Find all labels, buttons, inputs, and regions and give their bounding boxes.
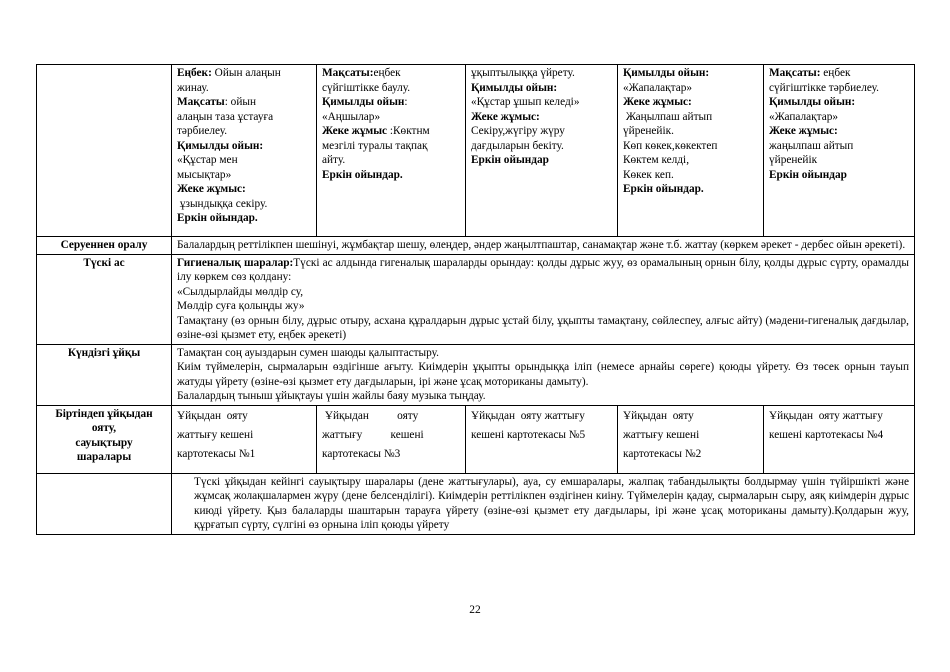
nap-text: [172, 344, 915, 405]
row-label-nap: Күндізгі ұйқы: [37, 344, 172, 405]
cell-line: [322, 95, 460, 110]
cell-line-bold: Қимылды ойын:: [471, 81, 558, 94]
cell-line: [471, 110, 612, 125]
cell-line: Ұйқыдан ояту: [177, 409, 248, 422]
lunch-text: [172, 254, 915, 344]
cell-line: [177, 66, 311, 81]
cell-line: [177, 211, 311, 226]
cell-line: [471, 95, 612, 110]
cell-line: Ұйқыдан ояту: [623, 409, 694, 422]
activity-cell-friday: [764, 65, 915, 237]
cell-line: [177, 95, 311, 110]
cell-line: картотекасы №2: [623, 447, 702, 460]
post-nap-text: Түскі ұйқыдан кейінгі сауықтыру шаралары (дене жаттығулары), ауа, су емшаралары, жалпақ табандылықты болдырмау үшін түйіршікті және жұмсақ жолақшалармен жүру (дене белсенділігі). Киімдерін реттілікпен өздігінен киіну. Түймелерін қадау, сырмаларын сыру, аяқ киімдерін дұрыс киюді үйрету. Қыз балаларды шаштарын тарауға үйрету (өзіне-өзі қызмет ету дағдылары, ірі және ұсақ моториканы дамыту).Қолдарын жуу, құрғатып сүрту, сүлгіні өз орнына іліп қоюды үйрету: [172, 473, 915, 534]
wake-up-cell-2: [317, 405, 466, 473]
cell-line-text: :Көктнм: [387, 125, 430, 137]
return-from-walk-text: Балалардың реттілікпен шешінуі, жұмбақтар шешу, өлеңдер, әндер жаңылтпаштар, санамақтар және т.б. жаттау (көркем әрекет - дербес ойын әрекеті).: [172, 237, 915, 255]
cell-line-text: тәрбиелеу.: [177, 125, 228, 137]
cell-line-bold: Еркін ойындар: [769, 168, 847, 181]
cell-line: сауықтыру: [75, 436, 133, 449]
cell-line-text: Көктем келді,: [623, 154, 690, 166]
cell-line: [177, 110, 311, 125]
cell-line-text: жаңылпаш айтып: [769, 139, 854, 152]
cell-line: [769, 139, 909, 154]
cell-line: [769, 124, 909, 139]
cell-line: Ұйқыдан ояту жаттығу: [769, 409, 883, 422]
cell-line-text: «Аңшылар»: [322, 110, 381, 123]
cell-line-text: сүйгіштікке тәрбиелеу.: [769, 81, 879, 94]
cell-line-text: «Жапалақтар»: [769, 110, 839, 123]
cell-line-text: жинау.: [177, 81, 209, 94]
cell-line: [623, 153, 758, 168]
activity-cell-wednesday: [466, 65, 618, 237]
cell-line-bold: Мақсаты:: [769, 67, 821, 79]
cell-line-text: айту.: [322, 154, 346, 166]
cell-line: [471, 66, 612, 81]
row-label-empty-2: [37, 473, 172, 534]
hygiene-heading: Гигиеналық шаралар:: [177, 256, 294, 269]
cell-line-bold: Қимылды ойын: [322, 96, 405, 108]
cell-line-bold: Қимылды ойын:: [177, 139, 264, 152]
eating-text: Тамақтану (өз орнын білу, дұрыс отыру, асхана құралдарын дұрыс ұстай білу, ұқыпты тамақтану, сөйлеспеу, алғыс айту) (мәдени-гигеналық дағдылар, өзіне-өзі қызмет ету, еңбек әрекеті): [177, 314, 909, 341]
daily-plan-table: [36, 64, 915, 535]
cell-line-text: ұзындыққа секіру.: [177, 197, 268, 210]
cell-line-text: :: [404, 96, 408, 108]
nap-row: [37, 344, 915, 405]
cell-line-bold: Жеке жұмыс:: [769, 125, 838, 137]
cell-line: [177, 153, 311, 168]
cell-line: [177, 124, 311, 139]
cell-line: [322, 110, 460, 125]
post-nap-row: [37, 473, 915, 534]
poem-line-1: «Сылдырлайды мөлдір су,: [177, 285, 304, 298]
cell-line: [322, 124, 460, 139]
activity-cell-thursday: [618, 65, 764, 237]
cell-line-bold: Еркін ойындар: [471, 154, 549, 166]
cell-line: Біртіндеп ұйқыдан: [55, 407, 153, 420]
cell-line-bold: Жеке жұмыс:: [623, 96, 692, 108]
cell-line-bold: Қимылды ойын:: [623, 67, 710, 79]
cell-line: картотекасы №1: [177, 447, 256, 460]
cell-line: Ұйқыдан ояту: [322, 409, 419, 422]
cell-line: ояту,: [91, 422, 117, 434]
return-from-walk-row: [37, 237, 915, 255]
cell-line-bold: Еңбек:: [177, 67, 212, 79]
cell-line-text: ұқыптылыққа үйрету.: [471, 67, 575, 79]
nap-paragraph-1: Тамақтан соң ауыздарын сумен шаюды қалыптастыру.: [177, 346, 439, 359]
cell-line: шаралары: [76, 451, 132, 463]
cell-line: жаттығу кешені: [177, 428, 254, 441]
cell-line-text: еңбек: [373, 67, 401, 79]
cell-line: кешені картотекасы №5: [471, 428, 586, 441]
row-label-empty: [37, 65, 172, 237]
cell-line: [769, 66, 909, 81]
wake-up-cell-5: [764, 405, 915, 473]
cell-line-text: дағдыларын бекіту.: [471, 139, 564, 152]
cell-line: [322, 81, 460, 96]
cell-line: [322, 153, 460, 168]
poem-line-2: Мөлдір суға қолыңды жу»: [177, 300, 305, 312]
activity-cell-tuesday: [317, 65, 466, 237]
cell-line: [623, 168, 758, 183]
cell-line-text: алаңын таза ұстауға: [177, 110, 274, 123]
cell-line: [322, 66, 460, 81]
cell-line: картотекасы №3: [322, 447, 401, 460]
wake-up-cell-1: [172, 405, 317, 473]
cell-line-text: Жаңылпаш айтып: [623, 110, 713, 123]
cell-line-text: үйренейік: [769, 154, 818, 166]
hygiene-text: Түскі ас алдында гигеналық шараларды орындау: қолды дұрыс жуу, өз орамалының орнын білу, қолды дұрыс сүрту, орамалды ілу көркем сөз қолдану:: [177, 256, 909, 283]
walk-activities-row: [37, 65, 915, 237]
cell-line: [769, 110, 909, 125]
nap-paragraph-3: Балалардың тыныш ұйықтауы үшін жайлы баяу музыка тыңдау.: [177, 390, 486, 402]
cell-line: [769, 153, 909, 168]
cell-line-bold: Қимылды ойын:: [769, 96, 856, 108]
cell-line: [623, 110, 758, 125]
cell-line: [177, 182, 311, 197]
nap-paragraph-2: Киім түймелерін, сырмаларын өздігінше ағыту. Киімдерін ұқыпты орындыққа іліп (немесе арнайы сөреге) қоюды үйрету. Өз төсек орнын тауып жатуды үйрету (өзіне-өзі қызмет ету дағдыларын, ірі және ұсақ моториканы дамыту).: [177, 361, 909, 388]
cell-line: [471, 153, 612, 168]
cell-line-bold: Еркін ойындар.: [322, 168, 403, 181]
cell-line-text: сүйгіштікке баулу.: [322, 81, 411, 94]
cell-line-text: «Жапалақтар»: [623, 81, 693, 94]
cell-line: [177, 139, 311, 154]
cell-line-bold: Мақсаты:: [322, 67, 374, 79]
cell-line-bold: Жеке жұмыс: [322, 125, 388, 137]
cell-line: [623, 124, 758, 139]
cell-line: [623, 182, 758, 197]
cell-line: [623, 81, 758, 96]
cell-line: [471, 139, 612, 154]
cell-line-bold: Жеке жұмыс:: [471, 110, 540, 123]
cell-line: Ұйқыдан ояту жаттығу: [471, 409, 585, 422]
cell-line: [322, 139, 460, 154]
cell-line: [177, 197, 311, 212]
cell-line-text: Көп көкек,көкектеп: [623, 139, 718, 152]
cell-line-bold: Еркін ойындар.: [623, 183, 704, 195]
wake-up-cell-4: [618, 405, 764, 473]
wake-up-row: [37, 405, 915, 473]
page-number: 22: [469, 604, 481, 616]
cell-line: [623, 66, 758, 81]
cell-line-text: Секіру,жүгіру жүру: [471, 125, 565, 137]
cell-line-text: «Құстар мен: [177, 154, 238, 166]
cell-line-bold: Мақсаты: [177, 96, 225, 108]
row-label-wake-up: [37, 405, 172, 473]
cell-line: [769, 81, 909, 96]
cell-line: [471, 124, 612, 139]
cell-line-text: «Құстар ұшып келеді»: [471, 96, 580, 108]
cell-line-text: Көкек кеп.: [623, 168, 674, 181]
wake-up-cell-3: [466, 405, 618, 473]
lunch-row: [37, 254, 915, 344]
cell-line: жаттығу кешені: [322, 428, 424, 441]
cell-line: [769, 168, 909, 183]
cell-line: [769, 95, 909, 110]
cell-line-text: мысықтар»: [177, 168, 232, 181]
cell-line-text: үйренейік.: [623, 125, 674, 137]
cell-line-bold: Еркін ойындар.: [177, 212, 258, 224]
cell-line: [471, 81, 612, 96]
cell-line-bold: Жеке жұмыс:: [177, 183, 246, 195]
cell-line: кешені картотекасы №4: [769, 428, 884, 441]
cell-line: [322, 168, 460, 183]
cell-line: [177, 168, 311, 183]
cell-line: [623, 95, 758, 110]
cell-line-text: : ойын: [224, 96, 256, 108]
activity-cell-monday: [172, 65, 317, 237]
cell-line-text: мезгілі туралы тақпақ: [322, 139, 428, 152]
cell-line: [623, 139, 758, 154]
cell-line-text: еңбек: [820, 67, 851, 79]
row-label-lunch: Түскі ас: [37, 254, 172, 344]
cell-line: жаттығу кешені: [623, 428, 700, 441]
row-label-return-from-walk: Серуеннен оралу: [37, 237, 172, 255]
cell-line: [177, 81, 311, 96]
cell-line-text: Ойын алаңын: [211, 67, 281, 79]
